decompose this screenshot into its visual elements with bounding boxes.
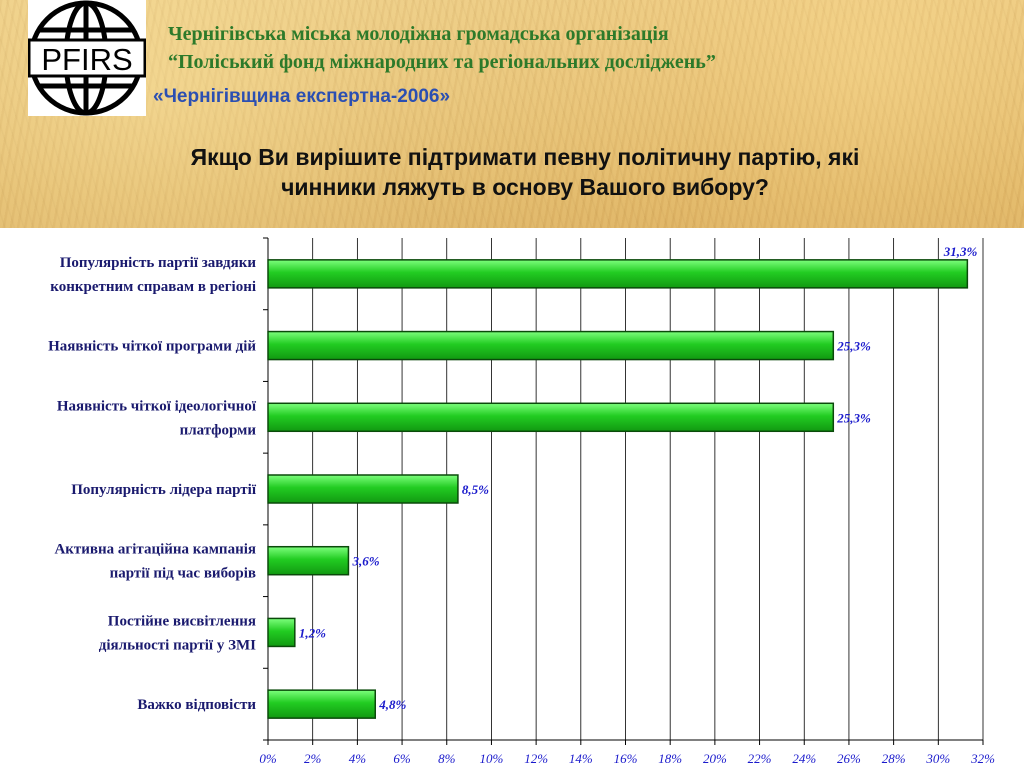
- value-label: 25,3%: [837, 410, 871, 426]
- x-tick-label: 16%: [613, 751, 638, 766]
- x-tick-label: 8%: [438, 751, 456, 766]
- x-tick-label: 6%: [393, 751, 411, 766]
- value-label: 4,8%: [379, 697, 407, 713]
- category-label: Постійне висвітлення: [107, 613, 256, 630]
- x-tick-label: 26%: [837, 751, 861, 766]
- bar: [268, 332, 833, 360]
- pfirs-logo: [28, 0, 146, 116]
- question-line-1: Якщо Ви вирішите підтримати певну політичну партію, які: [190, 144, 860, 170]
- globe-logo-icon: [28, 0, 146, 116]
- category-label: платформи: [179, 422, 256, 439]
- category-label: Наявність чіткої програми дій: [48, 338, 256, 355]
- x-tick-label: 24%: [792, 751, 817, 766]
- bar: [268, 690, 375, 718]
- x-tick-label: 10%: [479, 751, 504, 766]
- category-label: Наявність чіткої ідеологічної: [56, 398, 256, 415]
- x-tick-label: 32%: [971, 751, 995, 766]
- x-tick-label: 30%: [926, 751, 951, 766]
- category-label: партії під час виборів: [109, 565, 256, 582]
- survey-question: [100, 142, 950, 202]
- logo-text: PFIRS: [41, 42, 133, 77]
- project-title: «Чернігівщина експертна-2006»: [153, 86, 451, 107]
- x-tick-label: 18%: [658, 751, 683, 766]
- bar: [268, 403, 833, 431]
- value-label: 1,2%: [298, 625, 326, 641]
- bar: [268, 547, 348, 575]
- category-label: конкретним справам в регіоні: [50, 278, 256, 295]
- x-tick-label: 22%: [747, 751, 772, 766]
- value-label: 31,3%: [943, 243, 978, 259]
- question-line-2: чинники ляжуть в основу Вашого вибору?: [281, 174, 769, 200]
- value-label: 3,6%: [352, 553, 380, 569]
- value-label: 8,5%: [461, 482, 490, 497]
- x-tick-label: 0%: [259, 751, 277, 766]
- bar: [268, 618, 295, 646]
- category-label: Важко відповісти: [137, 697, 256, 714]
- x-tick-label: 14%: [568, 751, 593, 766]
- value-label: 25,3%: [837, 338, 871, 354]
- org-line-2: “Поліський фонд міжнародних та регіональних досліджень”: [168, 51, 716, 73]
- x-tick-label: 28%: [881, 751, 906, 766]
- category-label: Популярність партії завдяки: [59, 254, 256, 271]
- x-tick-label: 4%: [348, 751, 367, 766]
- category-label: Активна агітаційна кампанія: [54, 541, 256, 558]
- x-tick-label: 2%: [304, 751, 322, 766]
- bar: [268, 260, 967, 288]
- x-tick-label: 20%: [702, 751, 727, 766]
- x-tick-label: 12%: [524, 751, 549, 766]
- category-label: Популярність лідера партії: [71, 482, 256, 498]
- bar: [268, 475, 458, 503]
- category-label: діяльності партії у ЗМІ: [98, 637, 256, 654]
- bar-chart: [0, 228, 1024, 768]
- organization-title: [168, 20, 928, 76]
- org-line-1: Чернігівська міська молодіжна громадська організація: [168, 23, 669, 45]
